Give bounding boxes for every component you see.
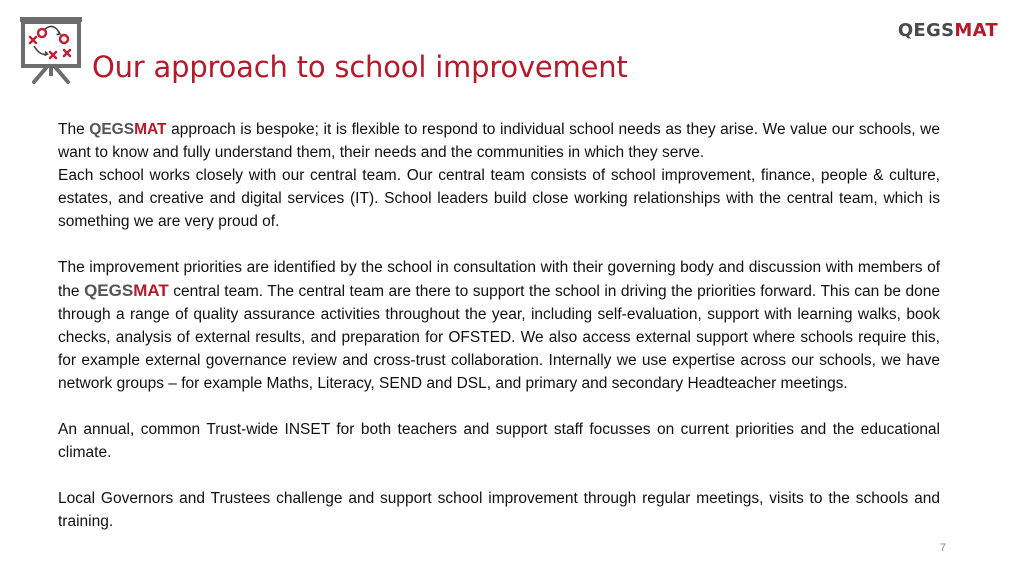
page-title: Our approach to school improvement: [92, 50, 628, 84]
brand-logo-part2: MAT: [954, 20, 998, 41]
paragraph-priorities: [58, 256, 940, 395]
paragraph-central-team: Each school works closely with our central team. Our central team consists of school improvement, finance, people & culture, estates, and creative and digital services (IT). School leaders build close working relationships with the central team, which is something we are very proud of.: [58, 167, 940, 230]
inline-brand-part1: QEGS: [89, 121, 135, 138]
inline-brand-large-part2: MAT: [133, 281, 169, 300]
brand-logo-part1: QEGS: [897, 20, 955, 41]
paragraph-inset: An annual, common Trust-wide INSET for both teachers and support staff focusses on current priorities and the educational climate.: [58, 421, 940, 461]
page-number: 7: [939, 542, 946, 554]
inline-brand-part2: MAT: [134, 121, 167, 138]
paragraph-approach-lead: The: [58, 121, 90, 138]
paragraph-approach: [58, 118, 940, 164]
inline-brand: [89, 121, 166, 138]
presentation-board-tactics-icon: [18, 16, 84, 86]
paragraph-priorities-rest: central team. The central team are there to support the school in driving the priorities forward. This can be done through a range of quality assurance activities throughout the year, including self-evaluation, support with learning walks, book checks, analysis of external results, and preparation for OFSTED. We also access external support where schools require this, for example external governance review and cross-trust collaboration. Internally we use expertise across our schools, we have network groups – for example Maths, Literacy, SEND and DSL, and primary and secondary Headteacher meetings.: [58, 283, 940, 392]
brand-logo: [898, 20, 998, 41]
body-text: [58, 118, 940, 533]
paragraph-approach-rest: approach is bespoke; it is flexible to respond to individual school needs as they arise. We value our schools, we want to know and fully understand them, their needs and the communities in which they serve.: [58, 121, 940, 161]
paragraph-priorities-lead: The improvement priorities are identified by the school in consultation with their governing body and discussion with members of the: [58, 259, 940, 300]
paragraph-governors: Local Governors and Trustees challenge and support school improvement through regular meetings, visits to the schools and training.: [58, 490, 940, 530]
inline-brand-large: [84, 281, 169, 300]
inline-brand-large-part1: QEGS: [84, 281, 134, 300]
